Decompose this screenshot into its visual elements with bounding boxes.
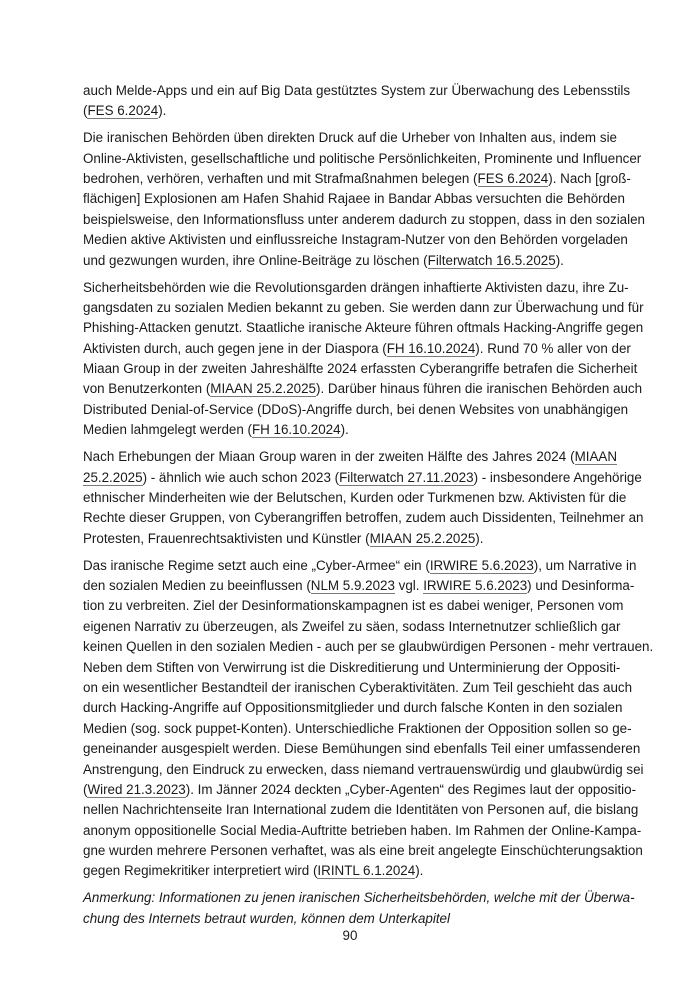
- text-line: [83, 128, 617, 148]
- text-segment: on ein wesentlicher Bestandteil der iranischen Cyberaktivitäten. Zum Teil geschieht das auch: [83, 679, 633, 695]
- text-segment: ) - insbesondere Angehörige: [473, 469, 642, 485]
- text-segment: Miaan Group in der zweiten Jahreshälfte 2024 erfassten Cyberangriffe betrafen die Sicherheit: [83, 361, 638, 377]
- source-citation-link[interactable]: FES 6.2024: [87, 103, 159, 119]
- text-segment: durch Hacking-Angriffe auf Oppositionsmitglieder und durch falsche Konten in den sozialen: [83, 700, 623, 716]
- text-segment: Distributed Denial-of-Service (DDoS)-Angriffe durch, bei denen Websites von unabhängigen: [83, 401, 629, 417]
- source-citation-link[interactable]: IRWIRE 5.6.2023: [429, 557, 534, 573]
- text-segment: von Benutzerkonten (: [83, 381, 211, 397]
- text-line: [83, 101, 617, 121]
- text-segment: den sozialen Medien zu beeinflussen (: [83, 577, 311, 593]
- source-citation-link[interactable]: MIAAN 25.2.2025: [369, 530, 476, 546]
- text-line: [83, 298, 644, 318]
- text-segment: gegen Regimekritiker interpretiert wird (: [83, 863, 318, 879]
- source-citation-link[interactable]: FH 16.10.2024: [251, 422, 341, 438]
- text-segment: Rechte dieser Gruppen, von Cyberangriffen betroffen, zudem auch Dissidenten, Teilnehmer an: [83, 510, 644, 526]
- text-line: [83, 739, 641, 759]
- text-line: [83, 420, 617, 440]
- text-line: [83, 556, 637, 576]
- text-line: [83, 508, 644, 528]
- text-line: [83, 210, 645, 230]
- text-segment: Nach Erhebungen der Miaan Group waren in der zweiten Hälfte des Jahres 2024 (: [83, 449, 575, 465]
- text-segment: ). Nach [groß-: [548, 171, 631, 187]
- text-segment: tion zu verbreiten. Ziel der Desinformationskampagnen ist es dabei weniger, Personen vom: [83, 598, 624, 614]
- text-segment: Protesten, Frauenrechtsaktivisten und Künstler (: [83, 530, 370, 546]
- text-segment: ).: [555, 252, 564, 268]
- text-segment: (: [83, 103, 88, 119]
- text-segment: gangsdaten zu sozialen Medien bekannt zu geben. Sie werden dann zur Überwachung und für: [83, 299, 644, 315]
- text-segment: Online-Aktivisten, gesellschaftliche und politische Persönlichkeiten, Prominente und Influencer: [83, 150, 642, 166]
- text-segment: Medien lahmgelegt werden (: [83, 422, 252, 438]
- text-segment: vgl.: [394, 577, 424, 593]
- source-citation-link[interactable]: FH 16.10.2024: [386, 340, 476, 356]
- source-citation-link[interactable]: MIAAN 25.2.2025: [210, 381, 316, 397]
- text-segment: (: [83, 781, 88, 797]
- text-line: [83, 529, 617, 549]
- text-segment: und gezwungen wurden, ihre Online-Beiträge zu löschen (: [83, 252, 428, 268]
- text-line: [83, 81, 631, 101]
- source-citation-link[interactable]: NLM 5.9.2023: [310, 577, 395, 593]
- source-citation-link[interactable]: IRWIRE 5.6.2023: [423, 577, 528, 593]
- text-line: [83, 698, 623, 718]
- text-line: [83, 488, 627, 508]
- text-line: [83, 400, 629, 420]
- text-line: [83, 719, 632, 739]
- source-citation-link[interactable]: 25.2.2025: [83, 469, 143, 485]
- text-line: [83, 468, 642, 488]
- paragraph: [83, 278, 644, 441]
- text-line: [83, 576, 635, 596]
- text-line: [83, 318, 644, 338]
- page-number: 90: [342, 928, 358, 943]
- text-segment: ). Im Jänner 2024 deckten „Cyber-Agenten“ des Regimes laut der oppositio-: [185, 781, 637, 797]
- text-line: [83, 658, 621, 678]
- text-segment: chung des Internets betraut wurden, können dem Unterkapitel: [83, 910, 450, 926]
- paragraph: [83, 556, 654, 882]
- text-line: [83, 169, 631, 189]
- text-segment: auch Melde-Apps und ein auf Big Data gestütztes System zur Überwachung des Lebensstils: [83, 83, 631, 98]
- text-line: [83, 596, 624, 616]
- source-citation-link[interactable]: Filterwatch 16.5.2025: [427, 252, 556, 268]
- text-line: [83, 909, 617, 929]
- text-segment: ). Rund 70 % aller von der: [475, 340, 631, 356]
- text-segment: flächigen] Explosionen am Hafen Shahid Rajaee in Bandar Abbas versuchten die Behörden: [83, 191, 625, 207]
- text-segment: Anstrengung, den Eindruck zu erwecken, dass niemand vertrauenswürdig und glaubwürdig sei: [83, 761, 644, 777]
- text-segment: ethnischer Minderheiten wie der Belutschen, Kurden oder Turkmenen bzw. Aktivisten für die: [83, 489, 627, 505]
- note-paragraph: [83, 888, 635, 929]
- text-segment: Die iranischen Behörden üben direkten Druck auf die Urheber von Inhalten aus, indem sie: [83, 130, 617, 146]
- text-line: [83, 678, 633, 698]
- text-line: [83, 861, 617, 881]
- text-segment: ), um Narrative in: [533, 557, 637, 573]
- text-line: [83, 379, 643, 399]
- text-segment: ). Darüber hinaus führen die iranischen Behörden auch: [316, 381, 643, 397]
- text-segment: Medien aktive Aktivisten und einflussreiche Instagram-Nutzer von den Behörden vorgeladen: [83, 232, 628, 248]
- paragraph: [83, 81, 631, 122]
- text-segment: gne wurden mehrere Personen verhaftet, was als eine breit angelegte Einschüchterungsaktion: [83, 843, 643, 859]
- text-line: [83, 888, 635, 908]
- text-segment: eigenen Narrativ zu überzeugen, als Zweifel zu säen, sodass Internetnutzer schließlich gar: [83, 618, 621, 634]
- document-body: [83, 81, 654, 936]
- text-segment: Das iranische Regime setzt auch eine „Cyber-Armee“ ein (: [83, 557, 430, 573]
- text-line: [83, 780, 637, 800]
- text-segment: ).: [475, 530, 484, 546]
- source-citation-link[interactable]: IRINTL 6.1.2024: [317, 863, 416, 879]
- text-line: [83, 189, 625, 209]
- text-line: [83, 230, 628, 250]
- text-segment: Neben dem Stiften von Verwirrung ist die Diskreditierung und Unterminierung der Oppositi-: [83, 659, 621, 675]
- text-segment: Phishing-Attacken genutzt. Staatliche iranische Akteure führen oftmals Hacking-Angriffe gegen: [83, 320, 644, 336]
- text-line: [83, 447, 617, 467]
- text-segment: ) - ähnlich wie auch schon 2023 (: [142, 469, 340, 485]
- text-line: [83, 841, 643, 861]
- text-line: [83, 821, 642, 841]
- text-segment: ).: [415, 863, 424, 879]
- paragraph: [83, 447, 644, 549]
- text-line: [83, 359, 638, 379]
- text-line: [83, 637, 654, 657]
- text-line: [83, 760, 644, 780]
- text-segment: nellen Nachrichtenseite Iran International zudem die Identitäten von Personen auf, die bislang: [83, 802, 639, 818]
- text-segment: Anmerkung: Informationen zu jenen iranischen Sicherheitsbehörden, welche mit der Überwa-: [83, 890, 635, 906]
- text-line: [83, 251, 617, 271]
- text-segment: beispielsweise, den Informationsfluss unter anderem dadurch zu stoppen, dass in den sozialen: [83, 211, 645, 227]
- text-segment: Medien (sog. sock puppet-Konten). Unterschiedliche Fraktionen der Opposition sollen so ge-: [83, 720, 632, 736]
- text-segment: ).: [340, 422, 349, 438]
- text-segment: Aktivisten durch, auch gegen jene in der Diaspora (: [83, 340, 387, 356]
- source-citation-link[interactable]: Wired 21.3.2023: [87, 781, 186, 797]
- text-segment: ) und Desinforma-: [527, 577, 635, 593]
- text-segment: anonym oppositionelle Social Media-Auftritte betrieben haben. Im Rahmen der Online-Kampa-: [83, 822, 642, 838]
- source-citation-link[interactable]: MIAAN: [574, 449, 617, 465]
- text-line: [83, 617, 621, 637]
- text-segment: keinen Quellen in den sozialen Medien - auch per se glaubwürdigen Personen - mehr vertrauen.: [83, 639, 654, 655]
- text-segment: Sicherheitsbehörden wie die Revolutionsgarden drängen inhaftierte Aktivisten dazu, ihre Zu-: [83, 279, 629, 295]
- source-citation-link[interactable]: FES 6.2024: [477, 171, 549, 187]
- source-citation-link[interactable]: Filterwatch 27.11.2023: [339, 469, 474, 485]
- text-line: [83, 339, 631, 359]
- text-segment: bedrohen, verhören, verhaften und mit Strafmaßnahmen belegen (: [83, 171, 478, 187]
- text-line: [83, 278, 629, 298]
- text-segment: geneinander ausgespielt werden. Diese Bemühungen sind ebenfalls Teil einer umfassenderen: [83, 741, 641, 757]
- text-line: [83, 800, 639, 820]
- text-line: [83, 149, 642, 169]
- paragraph: [83, 128, 645, 271]
- text-segment: ).: [158, 103, 167, 119]
